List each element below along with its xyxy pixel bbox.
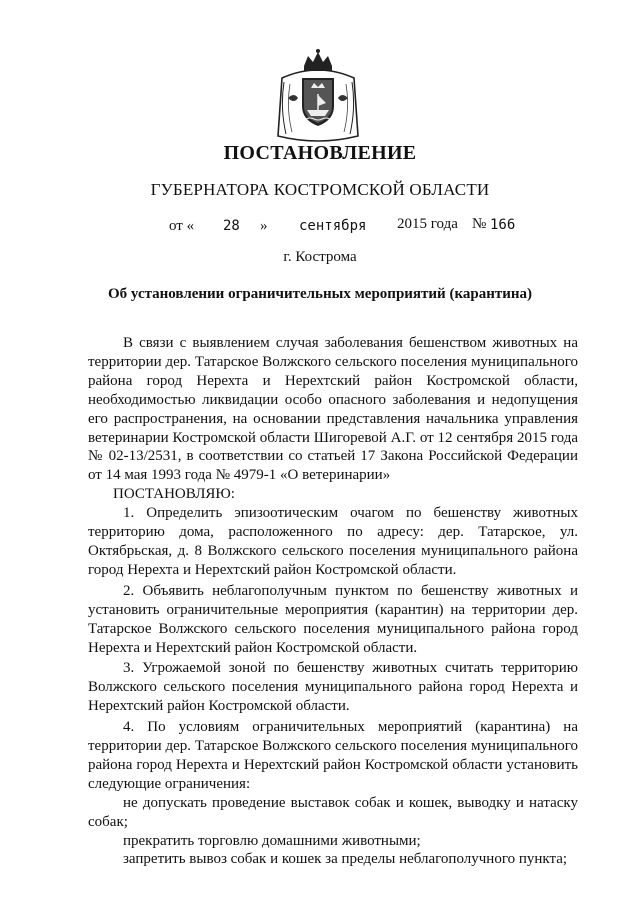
date-quote-close: »	[260, 218, 268, 234]
document-subject: Об установлении ограничительных мероприятий (карантина)	[107, 286, 532, 302]
date-prefix: от «	[169, 218, 195, 234]
document-number: 166	[490, 217, 516, 233]
intro-paragraph: В связи с выявлением случая заболевания бешенством животных на территории дер. Татарское Волжского сельского поселения муниципального района город Нерехта и Нерехтский район Костромской области, необходимостью ликвидации особо опасного заболевания и недопущения его распространения, на основании представления начальника управления ветеринарии Костромской области Шигоревой А.Г. от 12 сентября 2015 года № 02-13/2531, в соответствии со статьей 17 Закона Российской Федерации от 14 мая 1993 года № 4979-1 «О ветеринарии»	[88, 335, 578, 484]
date-day: 28	[223, 218, 240, 234]
restriction-3: запретить вывоз собак и кошек за пределы неблагополучного пункта;	[123, 851, 568, 868]
document-body	[88, 334, 578, 869]
coat-of-arms-icon	[270, 48, 366, 148]
decree-word: ПОСТАНОВЛЯЮ:	[113, 486, 235, 503]
date-month: сентября	[299, 218, 367, 234]
item-2: 2. Объявить неблагополучным пунктом по бешенству животных и установить ограничительные мероприятия (карантин) на территории дер. Татарское Волжского сельского поселения муниципального района город Нерехта и Нерехтский район Костромской области.	[88, 582, 578, 656]
item-4: 4. По условиям ограничительных мероприятий (карантина) на территории дер. Татарское Волжского сельского поселения муниципального района город Нерехта и Нерехтский район Костромской области установить следующие ограничения:	[88, 719, 578, 792]
item-1: 1. Определить эпизоотическим очагом по бешенству животных территорию дома, расположенного по адресу: дер. Татарское, ул. Октябрьская, д. 8 Волжского сельского поселения муниципального района город Нерехта и Нерехтский район Костромской области.	[88, 505, 578, 578]
issuing-authority: ГУБЕРНАТОРА КОСТРОМСКОЙ ОБЛАСТИ	[150, 180, 490, 199]
coat-of-arms-emblem	[270, 48, 366, 148]
date-year: 2015 года	[397, 216, 458, 232]
city-line: г. Кострома	[283, 249, 357, 265]
restriction-2: прекратить торговлю домашними животными;	[123, 832, 421, 849]
item-3: 3. Угрожаемой зоной по бешенству животных считать территорию Волжского сельского поселения муниципального района город Нерехта и Нерехтский район Костромской области.	[88, 660, 578, 715]
document-title: ПОСТАНОВЛЕНИЕ	[223, 142, 417, 164]
number-sign: №	[472, 216, 487, 232]
restriction-1: не допускать проведение выставок собак и кошек, выводку и натаску собак;	[88, 794, 578, 830]
date-line	[0, 216, 640, 240]
